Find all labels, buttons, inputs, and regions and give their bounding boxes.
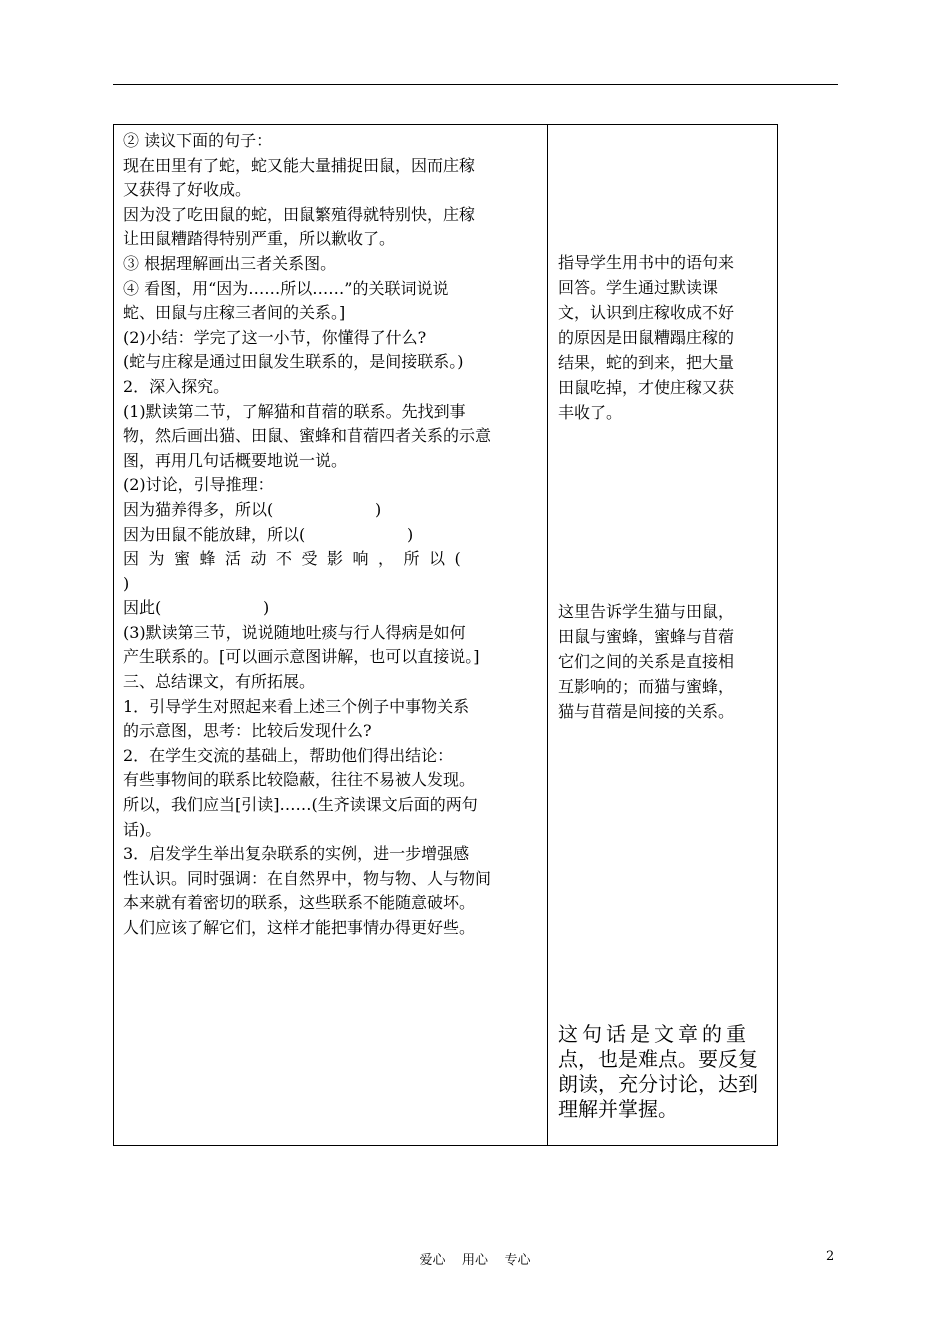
text-line: 现在田里有了蛇，蛇又能大量捕捉田鼠，因而庄稼 — [123, 155, 476, 175]
note-line: 回答。学生通过默读课 — [558, 278, 719, 297]
column-divider — [547, 125, 548, 1145]
note-line: 点，也是难点。要反复 — [558, 1047, 758, 1071]
text-line: 有些事物间的联系比较隐蔽，往往不易被人发现。 — [123, 770, 476, 790]
header-rule — [113, 84, 838, 85]
text-line: 2．在学生交流的基础上，帮助他们得出结论： — [123, 745, 454, 765]
fill-in-blank-line: 因为田鼠不能放肆，所以( ) — [123, 524, 414, 544]
note-line: 田鼠吃掉，才使庄稼又获 — [558, 378, 735, 397]
lesson-table — [113, 124, 778, 1146]
text-line: 1．引导学生对照起来看上述三个例子中事物关系 — [123, 696, 470, 716]
text-line: 本来就有着密切的联系，这些联系不能随意破坏。 — [123, 893, 476, 913]
text-line: ④ 看图，用“因为……所以……”的关联词说说 — [123, 278, 449, 298]
teaching-note-3 — [558, 1022, 772, 1122]
text-line: 产生联系的。[可以画示意图讲解，也可以直接说。] — [123, 647, 480, 667]
text-line: ③ 根据理解画出三者关系图。 — [123, 253, 337, 273]
page-number: 2 — [826, 1249, 835, 1264]
text-line: 又获得了好收成。 — [123, 180, 252, 200]
text-line: 2．深入探究。 — [123, 376, 230, 396]
fill-in-blank-line: 因此( ) — [123, 598, 270, 618]
note-line: 田鼠与蜜蜂，蜜蜂与苜蓿 — [558, 627, 735, 646]
note-line: 指导学生用书中的语句来 — [558, 253, 735, 272]
fill-in-blank-line: 因为猫养得多，所以( ) — [123, 499, 382, 519]
text-line: 话)。 — [123, 819, 162, 839]
text-line: 的示意图，思考：比较后发现什么? — [123, 721, 372, 741]
teaching-note-1 — [558, 250, 772, 425]
note-line: 文，认识到庄稼收成不好 — [558, 303, 735, 322]
text-line: 因为没了吃田鼠的蛇，田鼠繁殖得就特别快，庄稼 — [123, 204, 476, 224]
text-line: 性认识。同时强调：在自然界中，物与物、人与物间 — [123, 868, 492, 888]
text-line: 所以，我们应当[引读]……(生齐读课文后面的两句 — [123, 795, 478, 815]
text-line: (3)默读第三节，说说随地吐痰与行人得病是如何 — [123, 622, 466, 642]
text-line: ) — [123, 573, 130, 593]
teaching-process-column — [123, 129, 541, 941]
note-line: 这里告诉学生猫与田鼠， — [558, 602, 735, 621]
note-line: 这句话是文章的重 — [558, 1022, 750, 1046]
note-line: 朗读，充分讨论，达到 — [558, 1072, 758, 1096]
text-line: (2)小结：学完了这一小节，你懂得了什么? — [123, 327, 427, 347]
text-line: (1)默读第二节，了解猫和苜蓿的联系。先找到事 — [123, 401, 466, 421]
section-heading: 三、总结课文，有所拓展。 — [123, 672, 316, 692]
text-line: 人们应该了解它们，这样才能把事情办得更好些。 — [123, 918, 476, 937]
note-line: 猫与苜蓿是间接的关系。 — [558, 702, 735, 721]
note-line: 的原因是田鼠糟蹋庄稼的 — [558, 328, 735, 347]
text-line: (蛇与庄稼是通过田鼠发生联系的，是间接联系。) — [123, 352, 464, 372]
text-line: 物，然后画出猫、田鼠、蜜蜂和苜蓿四者关系的示意 — [123, 426, 492, 446]
text-line: (2)讨论，引导推理： — [123, 475, 274, 495]
text-line: 图，再用几句话概要地说一说。 — [123, 450, 348, 470]
note-line: 它们之间的关系是直接相 — [558, 652, 735, 671]
note-line: 丰收了。 — [558, 403, 623, 422]
teaching-note-2 — [558, 599, 772, 724]
text-line: ② 读议下面的句子： — [123, 131, 273, 150]
text-line: 让田鼠糟踏得特别严重，所以歉收了。 — [123, 229, 396, 249]
text-line: 3．启发学生举出复杂联系的实例，进一步增强感 — [123, 844, 470, 864]
footer-motto: 爱心 用心 专心 — [419, 1253, 531, 1268]
note-line: 互影响的；而猫与蜜蜂， — [558, 677, 735, 696]
note-line: 理解并掌握。 — [558, 1097, 678, 1121]
note-line: 结果，蛇的到来，把大量 — [558, 353, 735, 372]
text-line: 蛇、田鼠与庄稼三者间的关系。] — [123, 303, 346, 323]
fill-in-blank-line: 因为蜜蜂活动不受影响，所以( — [123, 549, 471, 569]
